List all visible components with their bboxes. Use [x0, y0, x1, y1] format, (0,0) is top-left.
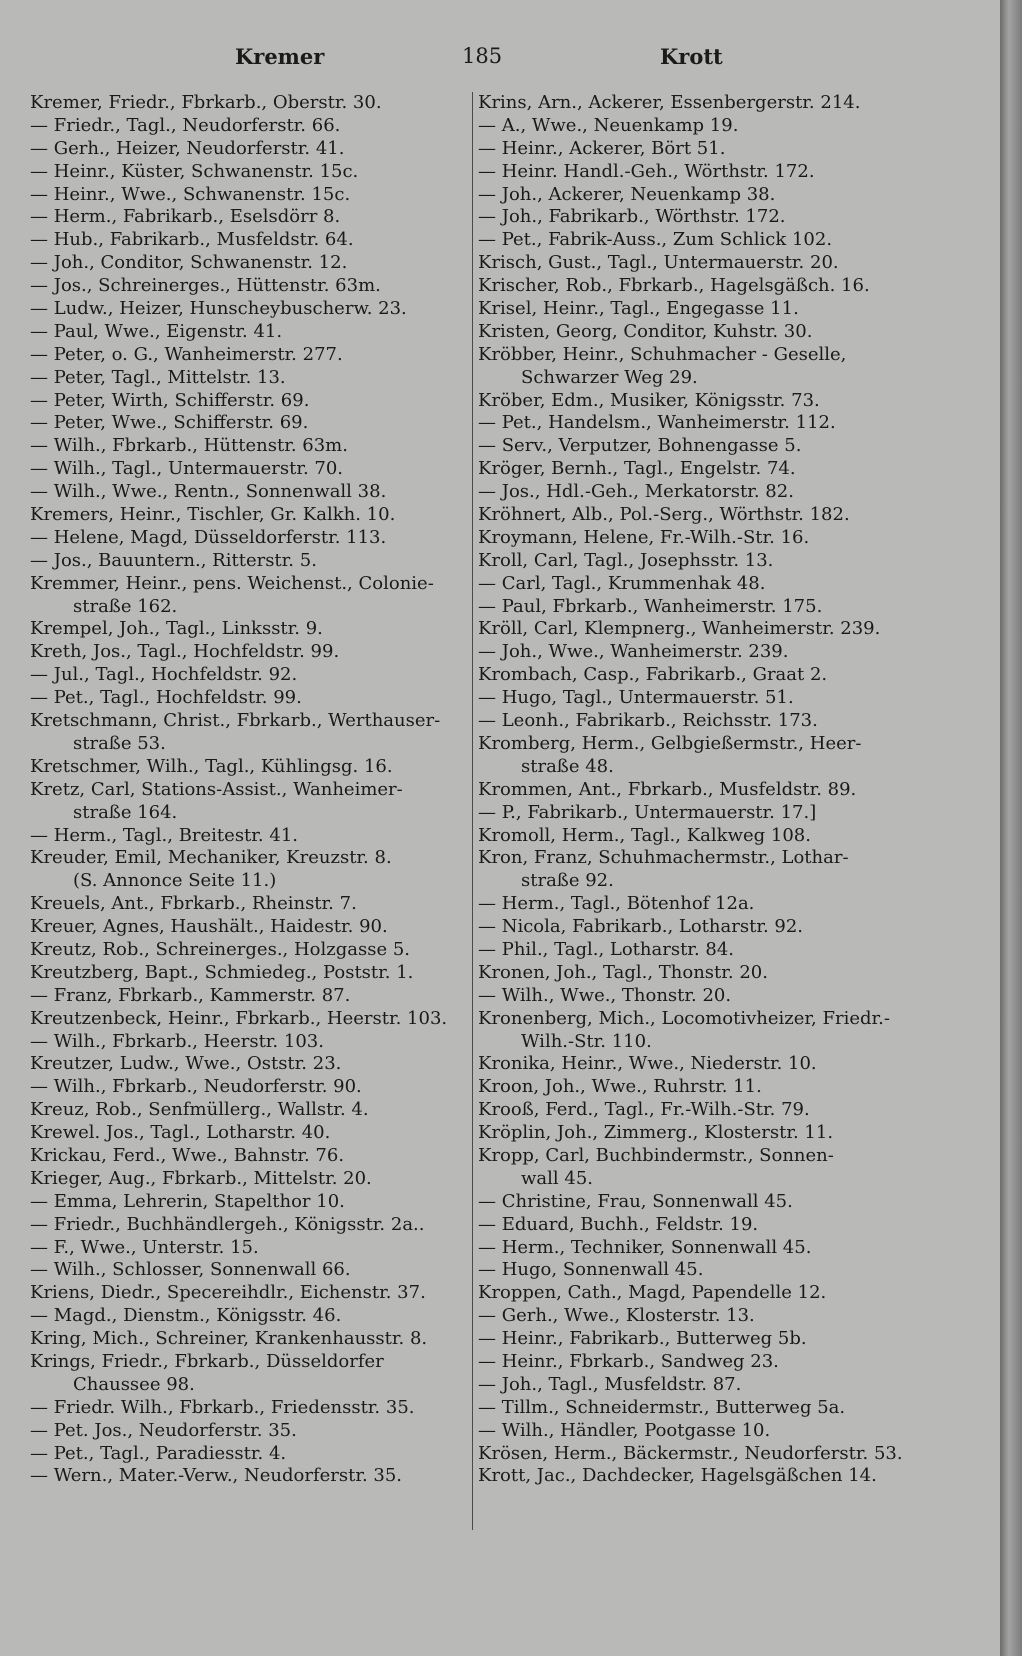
- directory-entry: — Pet., Handelsm., Wanheimerstr. 112.: [478, 412, 836, 434]
- directory-entry: — Herm., Tagl., Bötenhof 12a.: [478, 893, 755, 915]
- directory-entry: — Pet. Jos., Neudorferstr. 35.: [30, 1419, 297, 1441]
- directory-entry: — Joh., Conditor, Schwanenstr. 12.: [30, 252, 348, 274]
- directory-entry: Kremmer, Heinr., pens. Weichenst., Colonie-: [30, 572, 434, 594]
- directory-entry: Kristen, Georg, Conditor, Kuhstr. 30.: [478, 320, 813, 342]
- directory-entry: — A., Wwe., Neuenkamp 19.: [478, 114, 739, 136]
- directory-entry: — Friedr., Buchhändlergeh., Königsstr. 2a..: [30, 1213, 425, 1235]
- directory-entry: Krischer, Rob., Fbrkarb., Hagelsgäßch. 16.: [478, 275, 870, 297]
- directory-entry: — Pet., Tagl., Hochfeldstr. 99.: [30, 687, 302, 709]
- header-left-keyword: Kremer: [235, 44, 325, 69]
- directory-entry: Krott, Jac., Dachdecker, Hagelsgäßchen 14.: [478, 1465, 877, 1487]
- directory-entry: Kroppen, Cath., Magd, Papendelle 12.: [478, 1282, 827, 1304]
- directory-entry: — Heinr., Küster, Schwanenstr. 15c.: [30, 160, 359, 182]
- directory-entry: Krisel, Heinr., Tagl., Engegasse 11.: [478, 298, 799, 320]
- header-right-keyword: Krott: [660, 44, 723, 69]
- directory-entry: — Herm., Fabrikarb., Eselsdörr 8.: [30, 206, 341, 228]
- directory-entry: Kreutzenbeck, Heinr., Fbrkarb., Heerstr. 103.: [30, 1007, 448, 1029]
- directory-entry: Krickau, Ferd., Wwe., Bahnstr. 76.: [30, 1144, 345, 1166]
- page-header: [30, 44, 970, 78]
- directory-entry: Krins, Arn., Ackerer, Essenbergerstr. 214.: [478, 92, 861, 113]
- directory-entry: — Franz, Fbrkarb., Kammerstr. 87.: [30, 984, 351, 1006]
- directory-entry: — Heinr., Fbrkarb., Sandweg 23.: [478, 1350, 779, 1372]
- page-edge: [1000, 0, 1022, 1656]
- directory-entry: Kreuder, Emil, Mechaniker, Kreuzstr. 8.: [30, 847, 392, 869]
- directory-entry: Kröhnert, Alb., Pol.-Serg., Wörthstr. 182.: [478, 504, 850, 526]
- directory-entry: — Joh., Tagl., Musfeldstr. 87.: [478, 1373, 742, 1395]
- directory-entry: — Christine, Frau, Sonnenwall 45.: [478, 1190, 793, 1212]
- directory-entry: — Pet., Tagl., Paradiesstr. 4.: [30, 1442, 287, 1464]
- directory-entry: Kretschmann, Christ., Fbrkarb., Werthauser-: [30, 710, 441, 732]
- directory-entry: — Peter, Wirth, Schifferstr. 69.: [30, 389, 310, 411]
- directory-entry: — Wilh., Wwe., Rentn., Sonnenwall 38.: [30, 481, 387, 503]
- directory-entry: — Tillm., Schneidermstr., Butterweg 5a.: [478, 1396, 846, 1418]
- directory-entry: Kröll, Carl, Klempnerg., Wanheimerstr. 239.: [478, 618, 881, 640]
- directory-entry: Kring, Mich., Schreiner, Krankenhausstr. 8.: [30, 1328, 428, 1350]
- directory-entry: — Nicola, Fabrikarb., Lotharstr. 92.: [478, 916, 804, 938]
- right-column: [478, 92, 926, 1488]
- directory-entry: — Carl, Tagl., Krummenhak 48.: [478, 572, 766, 594]
- directory-entry: — Wilh., Fbrkarb., Heerstr. 103.: [30, 1030, 324, 1052]
- directory-entry: — Hub., Fabrikarb., Musfeldstr. 64.: [30, 229, 354, 251]
- directory-entry: Krooß, Ferd., Tagl., Fr.-Wilh.-Str. 79.: [478, 1099, 810, 1121]
- directory-entry: straße 92.: [521, 870, 614, 892]
- directory-entry: Kron, Franz, Schuhmachermstr., Lothar-: [478, 847, 849, 869]
- directory-entry: — Peter, Wwe., Schifferstr. 69.: [30, 412, 309, 434]
- directory-entry: — Hugo, Sonnenwall 45.: [478, 1259, 704, 1281]
- directory-entry: Kretz, Carl, Stations-Assist., Wanheimer-: [30, 778, 403, 800]
- directory-entry: — Wilh., Tagl., Untermauerstr. 70.: [30, 458, 344, 480]
- directory-entry: Kröbber, Heinr., Schuhmacher - Geselle,: [478, 343, 847, 365]
- directory-entry: — Peter, o. G., Wanheimerstr. 277.: [30, 343, 343, 365]
- directory-entry: Kronika, Heinr., Wwe., Niederstr. 10.: [478, 1053, 817, 1075]
- directory-entry: Kroymann, Helene, Fr.-Wilh.-Str. 16.: [478, 526, 810, 548]
- directory-entry: — Gerh., Heizer, Neudorferstr. 41.: [30, 137, 345, 159]
- directory-entry: — Wilh., Schlosser, Sonnenwall 66.: [30, 1259, 351, 1281]
- directory-entry: Schwarzer Weg 29.: [521, 366, 698, 388]
- directory-entry: — Paul, Fbrkarb., Wanheimerstr. 175.: [478, 595, 823, 617]
- directory-entry: Kronen, Joh., Tagl., Thonstr. 20.: [478, 961, 768, 983]
- page-number: 185: [462, 44, 503, 68]
- directory-entry: straße 162.: [73, 595, 178, 617]
- directory-entry: Kriens, Diedr., Specereihdlr., Eichenstr. 37.: [30, 1282, 426, 1304]
- directory-entry: Krommen, Ant., Fbrkarb., Musfeldstr. 89.: [478, 778, 857, 800]
- directory-entry: — Joh., Ackerer, Neuenkamp 38.: [478, 183, 776, 205]
- directory-entry: — Eduard, Buchh., Feldstr. 19.: [478, 1213, 759, 1235]
- directory-entry: — Magd., Dienstm., Königsstr. 46.: [30, 1305, 342, 1327]
- directory-entry: straße 53.: [73, 732, 166, 754]
- directory-entry: — Heinr., Fabrikarb., Butterweg 5b.: [478, 1328, 807, 1350]
- directory-entry: Krombach, Casp., Fabrikarb., Graat 2.: [478, 664, 828, 686]
- directory-entry: Kremers, Heinr., Tischler, Gr. Kalkh. 10.: [30, 504, 396, 526]
- directory-entry: Kröplin, Joh., Zimmerg., Klosterstr. 11.: [478, 1122, 834, 1144]
- directory-entry: — Helene, Magd, Düsseldorferstr. 113.: [30, 526, 387, 548]
- directory-entry: — Joh., Wwe., Wanheimerstr. 239.: [478, 641, 789, 663]
- directory-entry: Wilh.-Str. 110.: [521, 1030, 652, 1052]
- directory-entry: — Herm., Techniker, Sonnenwall 45.: [478, 1236, 812, 1258]
- directory-entry: Krisch, Gust., Tagl., Untermauerstr. 20.: [478, 252, 839, 274]
- directory-entry: Kronenberg, Mich., Locomotivheizer, Friedr.-: [478, 1007, 890, 1029]
- directory-entry: — Serv., Verputzer, Bohnengasse 5.: [478, 435, 802, 457]
- directory-entry: Kreth, Jos., Tagl., Hochfeldstr. 99.: [30, 641, 340, 663]
- directory-entry: — Friedr., Tagl., Neudorferstr. 66.: [30, 114, 341, 136]
- directory-entry: Chaussee 98.: [73, 1373, 195, 1395]
- directory-entry: Kreuz, Rob., Senfmüllerg., Wallstr. 4.: [30, 1099, 369, 1121]
- column-divider: [472, 92, 473, 1530]
- directory-entry: — Jos., Schreinerges., Hüttenstr. 63m.: [30, 275, 381, 297]
- directory-entry: Kreuels, Ant., Fbrkarb., Rheinstr. 7.: [30, 893, 357, 915]
- directory-entry: Krewel. Jos., Tagl., Lotharstr. 40.: [30, 1122, 331, 1144]
- directory-entry: Krösen, Herm., Bäckermstr., Neudorferstr. 53.: [478, 1442, 903, 1464]
- directory-entry: straße 164.: [73, 801, 178, 823]
- directory-entry: — Hugo, Tagl., Untermauerstr. 51.: [478, 687, 794, 709]
- left-column: [30, 92, 470, 1488]
- directory-entry: — Heinr., Wwe., Schwanenstr. 15c.: [30, 183, 351, 205]
- directory-entry: Kroon, Joh., Wwe., Ruhrstr. 11.: [478, 1076, 762, 1098]
- directory-entry: Kröger, Bernh., Tagl., Engelstr. 74.: [478, 458, 796, 480]
- directory-entry: — Wilh., Händler, Pootgasse 10.: [478, 1419, 771, 1441]
- directory-entry: — Jos., Bauuntern., Ritterstr. 5.: [30, 549, 317, 571]
- directory-entry: Kreutzberg, Bapt., Schmiedeg., Poststr. 1.: [30, 961, 414, 983]
- directory-entry: — Gerh., Wwe., Klosterstr. 13.: [478, 1305, 755, 1327]
- directory-entry: Krieger, Aug., Fbrkarb., Mittelstr. 20.: [30, 1167, 372, 1189]
- directory-entry: — Jos., Hdl.-Geh., Merkatorstr. 82.: [478, 481, 794, 503]
- directory-entry: Krings, Friedr., Fbrkarb., Düsseldorfer: [30, 1350, 384, 1372]
- directory-entry: — Jul., Tagl., Hochfeldstr. 92.: [30, 664, 298, 686]
- directory-entry: Kröber, Edm., Musiker, Königsstr. 73.: [478, 389, 820, 411]
- directory-entry: — Emma, Lehrerin, Stapelthor 10.: [30, 1190, 345, 1212]
- directory-entry: — Peter, Tagl., Mittelstr. 13.: [30, 366, 286, 388]
- directory-entry: — Wilh., Fbrkarb., Hüttenstr. 63m.: [30, 435, 348, 457]
- directory-entry: — Herm., Tagl., Breitestr. 41.: [30, 824, 298, 846]
- directory-entry: Kreuer, Agnes, Haushält., Haidestr. 90.: [30, 916, 388, 938]
- directory-entry: — P., Fabrikarb., Untermauerstr. 17.]: [478, 801, 817, 823]
- directory-entry: — Wilh., Fbrkarb., Neudorferstr. 90.: [30, 1076, 362, 1098]
- directory-entry: Kreutzer, Ludw., Wwe., Oststr. 23.: [30, 1053, 342, 1075]
- directory-entry: — Joh., Fabrikarb., Wörthstr. 172.: [478, 206, 786, 228]
- directory-entry: wall 45.: [521, 1167, 593, 1189]
- directory-entry: (S. Annonce Seite 11.): [73, 870, 277, 892]
- directory-entry: — Phil., Tagl., Lotharstr. 84.: [478, 938, 735, 960]
- directory-entry: — Leonh., Fabrikarb., Reichsstr. 173.: [478, 710, 818, 732]
- directory-entry: Kreutz, Rob., Schreinerges., Holzgasse 5.: [30, 938, 411, 960]
- directory-entry: Kroll, Carl, Tagl., Josephsstr. 13.: [478, 549, 774, 571]
- directory-entry: — Wern., Mater.-Verw., Neudorferstr. 35.: [30, 1465, 403, 1487]
- directory-entry: — Heinr., Ackerer, Bört 51.: [478, 137, 726, 159]
- directory-entry: — Friedr. Wilh., Fbrkarb., Friedensstr. 35.: [30, 1396, 415, 1418]
- directory-entry: — Wilh., Wwe., Thonstr. 20.: [478, 984, 732, 1006]
- directory-entry: Kropp, Carl, Buchbindermstr., Sonnen-: [478, 1144, 834, 1166]
- directory-entry: Kromoll, Herm., Tagl., Kalkweg 108.: [478, 824, 811, 846]
- directory-entry: — Paul, Wwe., Eigenstr. 41.: [30, 320, 283, 342]
- directory-entry: Kromberg, Herm., Gelbgießermstr., Heer-: [478, 732, 862, 754]
- directory-entry: — Ludw., Heizer, Hunscheybuscherw. 23.: [30, 298, 407, 320]
- directory-entry: Kretschmer, Wilh., Tagl., Kühlingsg. 16.: [30, 755, 393, 777]
- directory-entry: — Heinr. Handl.-Geh., Wörthstr. 172.: [478, 160, 815, 182]
- directory-entry: Kremer, Friedr., Fbrkarb., Oberstr. 30.: [30, 92, 382, 113]
- directory-entry: straße 48.: [521, 755, 614, 777]
- directory-entry: Krempel, Joh., Tagl., Linksstr. 9.: [30, 618, 323, 640]
- directory-entry: — Pet., Fabrik-Auss., Zum Schlick 102.: [478, 229, 833, 251]
- directory-entry: — F., Wwe., Unterstr. 15.: [30, 1236, 259, 1258]
